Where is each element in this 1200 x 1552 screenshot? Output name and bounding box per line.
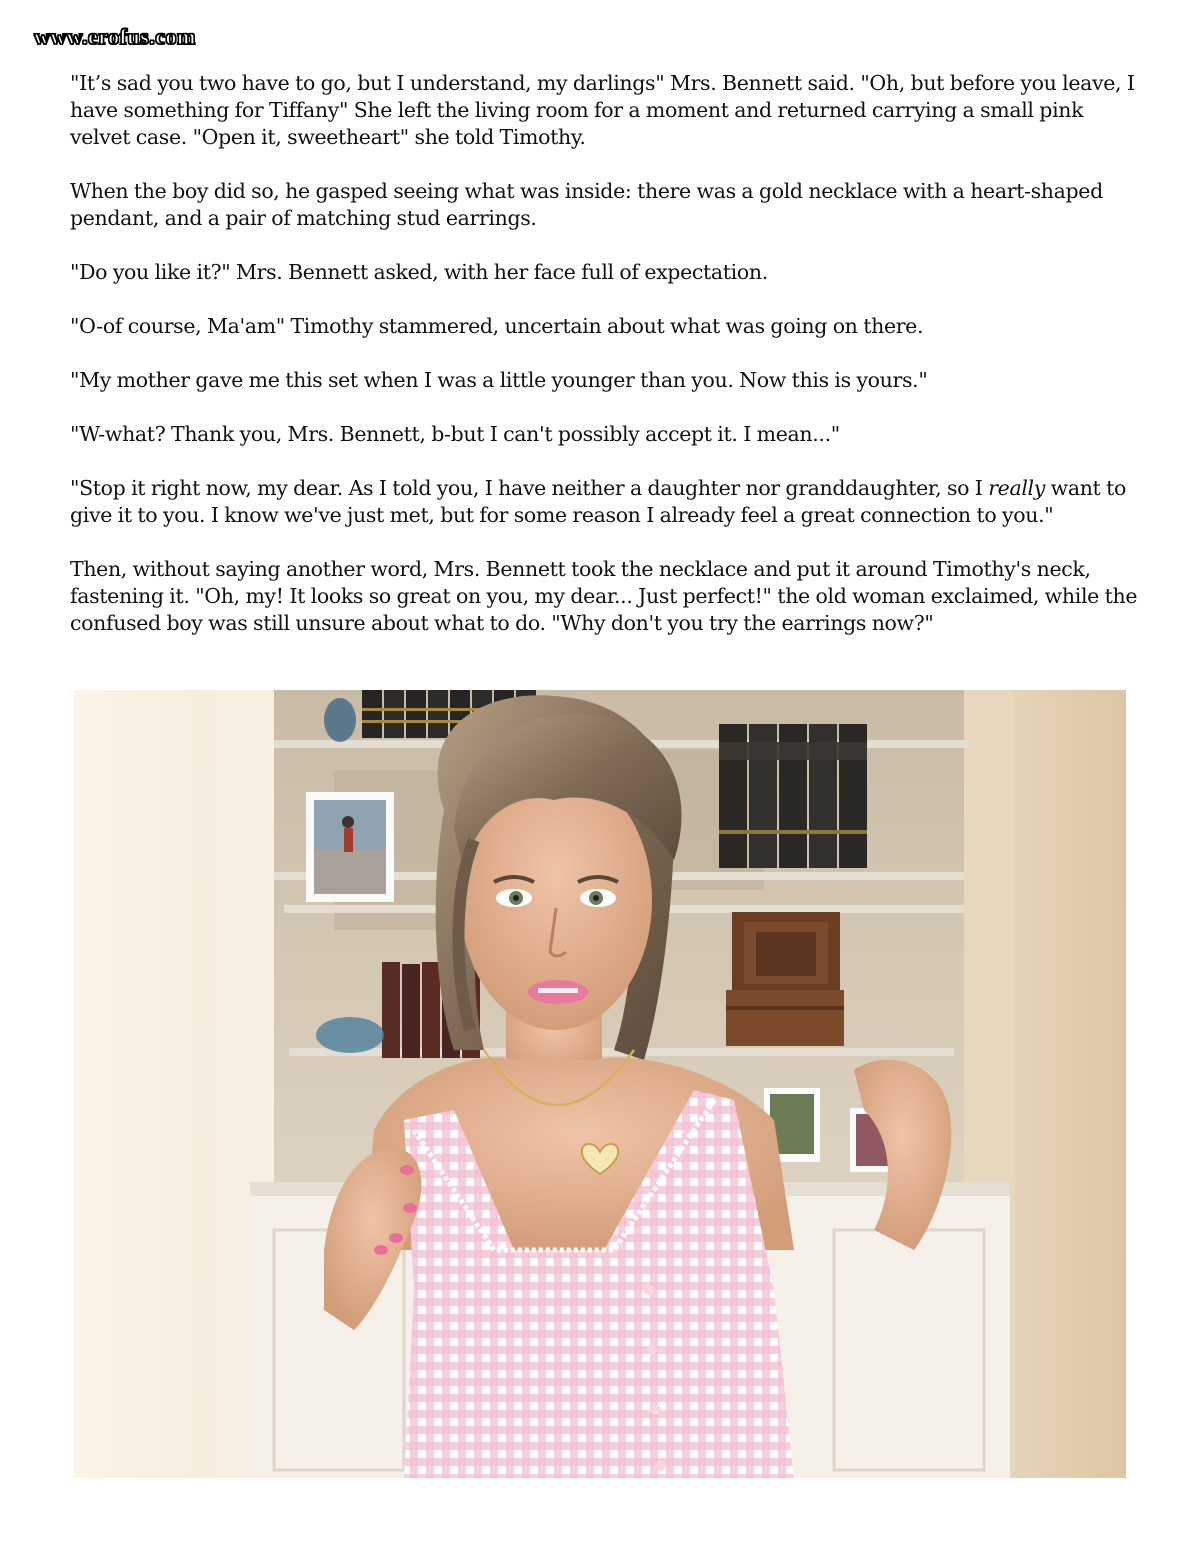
paragraph-5: "My mother gave me this set when I was a little younger than you. Now this is yours." — [70, 368, 928, 392]
wooden-boxes — [726, 912, 844, 1046]
photo-frame — [306, 792, 394, 902]
dress-button-3 — [651, 1405, 661, 1415]
story-text — [70, 70, 1140, 664]
dress-button-1 — [644, 1285, 654, 1295]
paragraph-7-end: want to give it to you. I know we've just met, but for some reason I already feel a great connection to you." — [70, 476, 1126, 527]
paragraph-7-start: "Stop it right now, my dear. As I told you, I have neither a daughter nor granddaughter, so I — [70, 476, 989, 500]
paragraph-6: "W-what? Thank you, Mrs. Bennett, b-but I can't possibly accept it. I mean..." — [70, 422, 840, 446]
dress-button-4 — [655, 1461, 665, 1471]
illustration-scene — [74, 690, 1126, 1478]
paragraph-1: "It’s sad you two have to go, but I understand, my darlings" Mrs. Bennett said. "Oh, but before you leave, I have something for Tiffany" She left the living room for a moment and returned carrying a small pink velvet case. "Open it, sweetheart" she told Timothy. — [70, 71, 1135, 149]
paragraph-3: "Do you like it?" Mrs. Bennett asked, with her face full of expectation. — [70, 260, 768, 284]
paragraph-2: When the boy did so, he gasped seeing what was inside: there was a gold necklace with a heart-shaped pendant, and a pair of matching stud earrings. — [70, 179, 1103, 230]
paragraph-7-emphasis: really — [988, 476, 1045, 500]
dress-button-2 — [647, 1345, 657, 1355]
paragraph-8: Then, without saying another word, Mrs. Bennett took the necklace and put it around Timothy's neck, fastening it. "Oh, my! It looks so great on you, my dear... Just perfect!" the old woman exclaimed, while the confused boy was still unsure about what to do. "Why don't you try the earrings now?" — [70, 557, 1138, 635]
paragraph-4: "O-of course, Ma'am" Timothy stammered, uncertain about what was going on there. — [70, 314, 924, 338]
site-watermark: www.erofus.com — [34, 24, 196, 49]
paragraph-7 — [70, 475, 1140, 529]
encyclopedia-volumes — [719, 724, 867, 868]
story-illustration — [74, 690, 1126, 1478]
